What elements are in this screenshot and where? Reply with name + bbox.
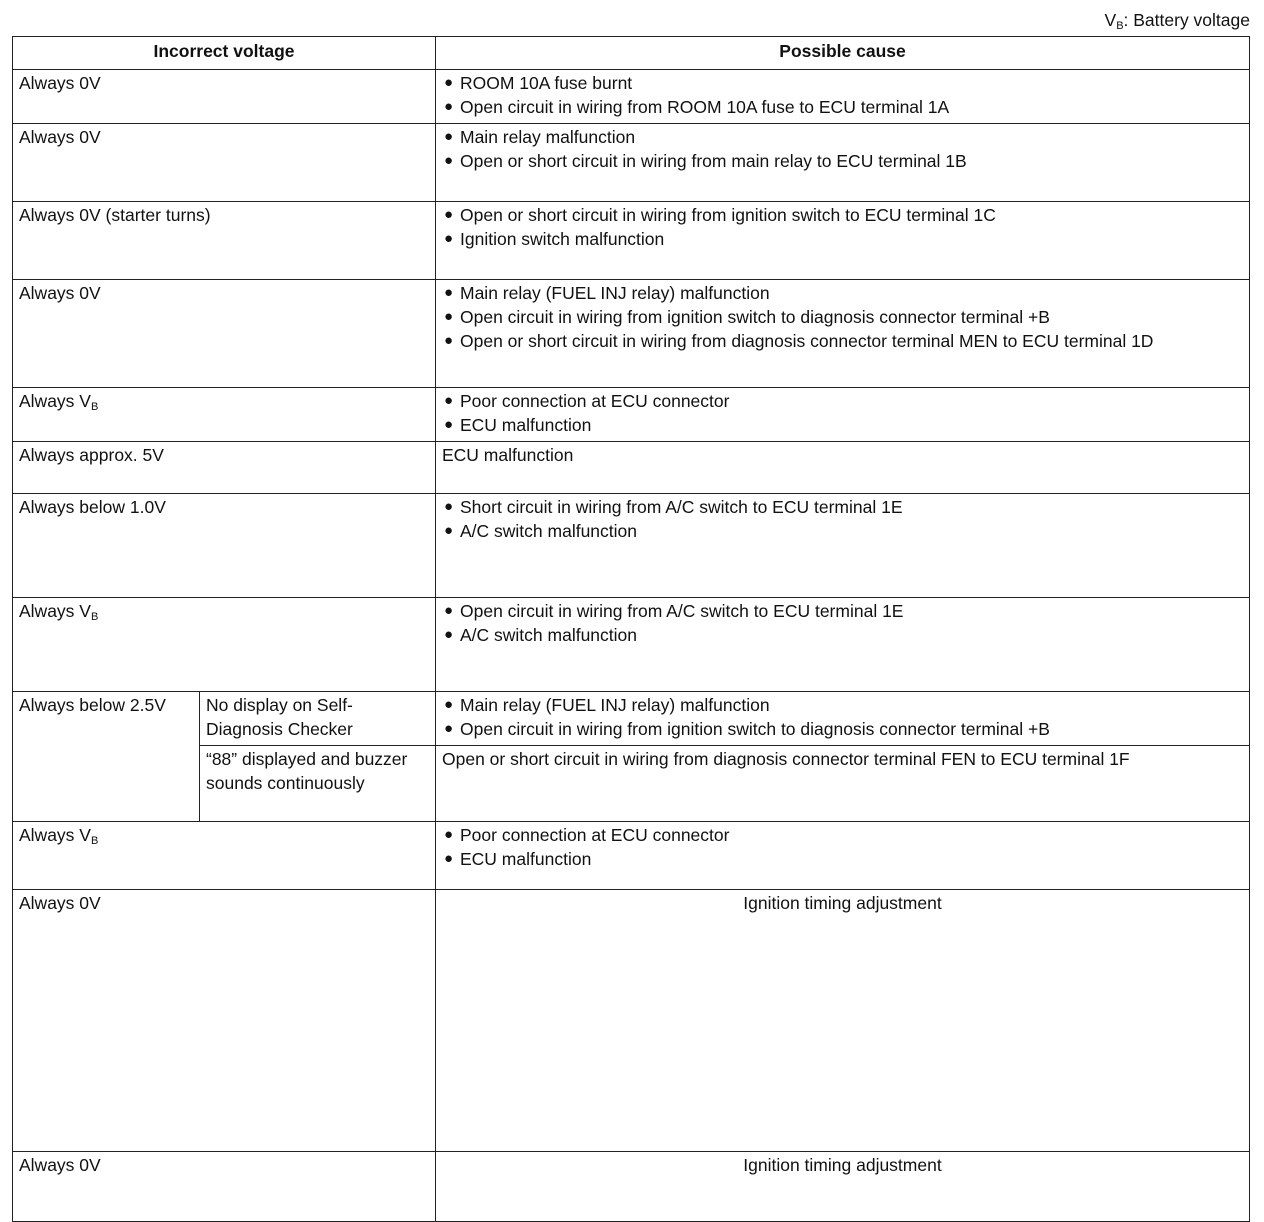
cause-cell [436,280,1250,388]
bullet-icon: ● [444,720,454,737]
bullet-icon: ● [444,850,454,867]
cause-item: ● Open or short circuit in wiring from main relay to ECU terminal 1B [444,151,967,171]
table-row [13,692,1250,746]
diagnosis-table [12,36,1250,1222]
table-header-row [13,37,1250,70]
table-row [13,494,1250,598]
bullet-icon: ● [444,626,454,643]
table-row [13,202,1250,280]
cause-item: ● A/C switch malfunction [444,625,638,645]
voltage-cell: Always below 2.5V [13,692,200,822]
cause-item: ● A/C switch malfunction [444,521,638,541]
bullet-icon: ● [444,152,454,169]
voltage-cell: Always $V_B$ [13,598,436,692]
bullet-icon: ● [444,332,454,349]
note-text: : Battery voltage [1123,10,1250,30]
cause-item: ● Poor connection at ECU connector [444,391,730,411]
cause-item: ● ECU malfunction [444,415,592,435]
cause-cell [436,124,1250,202]
header-incorrect-voltage: Incorrect voltage [13,37,436,70]
bullet-icon: ● [444,74,454,91]
cause-item: ● Open circuit in wiring from ignition switch to diagnosis connector terminal +B [444,307,1050,327]
cause-cell: Ignition timing adjustment [436,1152,1250,1222]
voltage-cell: Always $V_B$ [13,388,436,442]
bullet-icon: ● [444,826,454,843]
voltage-cell: Always 0V [13,1152,436,1222]
cause-item: ● Open circuit in wiring from ROOM 10A fuse to ECU terminal 1A [444,97,950,117]
cause-item: ● Open circuit in wiring from ignition switch to diagnosis connector terminal +B [444,719,1050,739]
condition-cell: “88” displayed and buzzer sounds continuously [200,746,436,822]
voltage-cell: Always 0V [13,70,436,124]
header-possible-cause: Possible cause [436,37,1250,70]
cause-cell [436,692,1250,746]
cause-item: ● Main relay (FUEL INJ relay) malfunction [444,695,770,715]
cause-item: ● Open or short circuit in wiring from diagnosis connector terminal MEN to ECU terminal 1D [444,331,1154,351]
bullet-icon: ● [444,522,454,539]
voltage-cell: Always 0V [13,890,436,1152]
cause-cell [436,388,1250,442]
bullet-icon: ● [444,602,454,619]
table-row [13,388,1250,442]
bullet-icon: ● [444,392,454,409]
voltage-cell: Always approx. 5V [13,442,436,494]
cause-item: ● ROOM 10A fuse burnt [444,73,633,93]
bullet-icon: ● [444,98,454,115]
cause-item: ● ECU malfunction [444,849,592,869]
cause-cell [436,70,1250,124]
cause-item: ● Open circuit in wiring from A/C switch to ECU terminal 1E [444,601,904,621]
cause-cell: ECU malfunction [436,442,1250,494]
bullet-icon: ● [444,284,454,301]
note-subscript: B [1116,20,1124,32]
bullet-icon: ● [444,696,454,713]
table-row [13,70,1250,124]
table-row [13,822,1250,890]
voltage-cell: Always 0V [13,280,436,388]
bullet-icon: ● [444,416,454,433]
cause-item: ● Open or short circuit in wiring from ignition switch to ECU terminal 1C [444,205,996,225]
table-row [13,124,1250,202]
cause-item: ● Main relay (FUEL INJ relay) malfunction [444,283,770,303]
bullet-icon: ● [444,308,454,325]
cause-item: ● Poor connection at ECU connector [444,825,730,845]
voltage-cell: Always 0V (starter turns) [13,202,436,280]
cause-item: ● Short circuit in wiring from A/C switch to ECU terminal 1E [444,497,903,517]
table-row [13,280,1250,388]
bullet-icon: ● [444,206,454,223]
table-row [13,598,1250,692]
battery-voltage-note [1105,8,1251,38]
cause-item: ● Ignition switch malfunction [444,229,665,249]
voltage-cell: Always $V_B$ [13,822,436,890]
cause-cell: Open or short circuit in wiring from diagnosis connector terminal FEN to ECU terminal 1F [436,746,1250,822]
bullet-icon: ● [444,498,454,515]
cause-cell: Ignition timing adjustment [436,890,1250,1152]
table-row [13,890,1250,1152]
condition-cell: No display on Self-Diagnosis Checker [200,692,436,746]
bullet-icon: ● [444,128,454,145]
note-symbol: V [1104,10,1117,30]
cause-cell [436,822,1250,890]
table-row [13,442,1250,494]
cause-item: ● Main relay malfunction [444,127,636,147]
table-row [13,1152,1250,1222]
cause-cell [436,494,1250,598]
cause-cell [436,598,1250,692]
voltage-cell: Always below 1.0V [13,494,436,598]
voltage-cell: Always 0V [13,124,436,202]
cause-cell [436,202,1250,280]
bullet-icon: ● [444,230,454,247]
